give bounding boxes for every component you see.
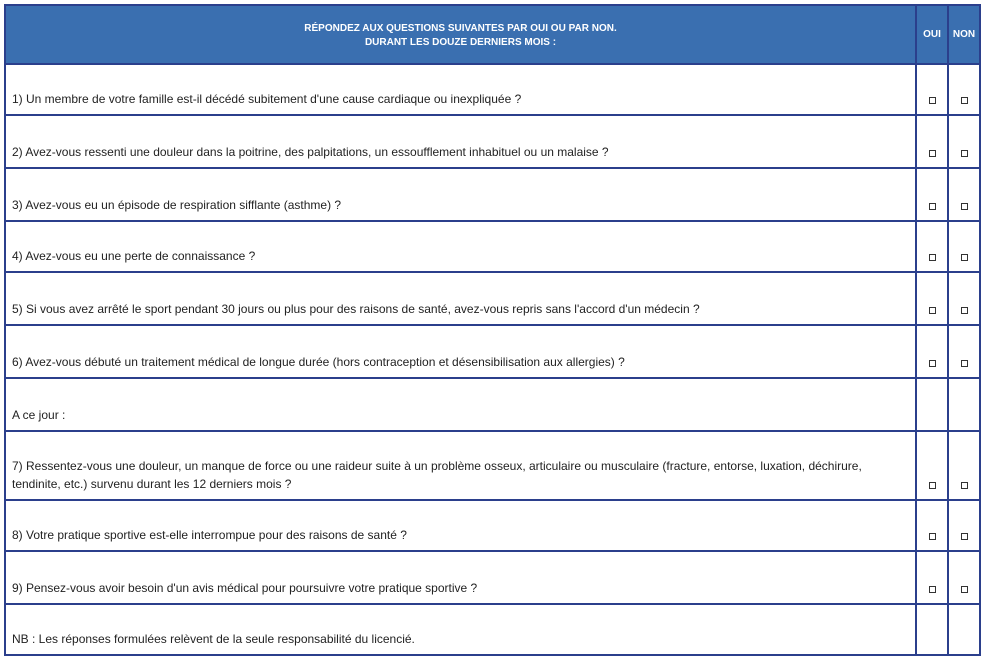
section-empty-oui [916,378,948,431]
section-row [5,378,980,431]
question-text-6: 6) Avez-vous débuté un traitement médical de longue durée (hors contraception et désensibilisation aux allergies) ? [5,325,916,378]
question-text-4: 4) Avez-vous eu une perte de connaissance ? [5,221,916,272]
answer-cell-non-5 [948,272,980,325]
header-title-line-1: RÉPONDEZ AUX QUESTIONS SUIVANTES PAR OUI OU PAR NON. [304,22,617,34]
checkbox-non-7[interactable] [961,482,968,489]
questionnaire [4,4,979,656]
answer-cell-non-2 [948,115,980,168]
question-text-1: 1) Un membre de votre famille est-il décédé subitement d'une cause cardiaque ou inexpliquée ? [5,64,916,115]
checkbox-oui-8[interactable] [929,533,936,540]
checkbox-oui-6[interactable] [929,360,936,367]
checkbox-non-4[interactable] [961,254,968,261]
question-text-5: 5) Si vous avez arrêté le sport pendant 30 jours ou plus pour des raisons de santé, avez-vous repris sans l'accord d'un médecin ? [5,272,916,325]
answer-cell-non-3 [948,168,980,221]
checkbox-non-8[interactable] [961,533,968,540]
section-label: A ce jour : [5,378,916,431]
footer-note: NB : Les réponses formulées relèvent de la seule responsabilité du licencié. [5,604,916,655]
question-row-6 [5,325,980,378]
header-row [5,5,980,64]
checkbox-oui-2[interactable] [929,150,936,157]
header-oui: OUI [916,5,948,64]
checkbox-non-5[interactable] [961,307,968,314]
question-row-1 [5,64,980,115]
checkbox-oui-9[interactable] [929,586,936,593]
answer-cell-non-1 [948,64,980,115]
checkbox-non-1[interactable] [961,97,968,104]
checkbox-non-3[interactable] [961,203,968,210]
answer-cell-oui-8 [916,500,948,551]
question-text-2: 2) Avez-vous ressenti une douleur dans la poitrine, des palpitations, un essoufflement inhabituel ou un malaise ? [5,115,916,168]
checkbox-oui-3[interactable] [929,203,936,210]
question-row-5 [5,272,980,325]
questionnaire-table [4,4,981,656]
checkbox-non-6[interactable] [961,360,968,367]
footer-empty-non [948,604,980,655]
answer-cell-non-4 [948,221,980,272]
question-row-7 [5,431,980,500]
header-title-line-2: DURANT LES DOUZE DERNIERS MOIS : [364,36,557,48]
checkbox-oui-4[interactable] [929,254,936,261]
answer-cell-oui-3 [916,168,948,221]
checkbox-non-9[interactable] [961,586,968,593]
footer-empty-oui [916,604,948,655]
checkbox-non-2[interactable] [961,150,968,157]
section-empty-non [948,378,980,431]
answer-cell-oui-7 [916,431,948,500]
answer-cell-oui-4 [916,221,948,272]
answer-cell-non-9 [948,551,980,604]
answer-cell-non-7 [948,431,980,500]
header-title [5,5,916,64]
question-row-9 [5,551,980,604]
checkbox-oui-1[interactable] [929,97,936,104]
header-non: NON [948,5,980,64]
question-row-8 [5,500,980,551]
checkbox-oui-5[interactable] [929,307,936,314]
answer-cell-oui-2 [916,115,948,168]
answer-cell-oui-1 [916,64,948,115]
footer-row [5,604,980,655]
answer-cell-oui-5 [916,272,948,325]
question-row-3 [5,168,980,221]
answer-cell-oui-6 [916,325,948,378]
answer-cell-non-6 [948,325,980,378]
answer-cell-oui-9 [916,551,948,604]
question-row-4 [5,221,980,272]
question-text-8: 8) Votre pratique sportive est-elle interrompue pour des raisons de santé ? [5,500,916,551]
question-row-2 [5,115,980,168]
question-text-7: 7) Ressentez-vous une douleur, un manque de force ou une raideur suite à un problème osseux, articulaire ou musculaire (fracture, entorse, luxation, déchirure, tendinite, etc.) survenu durant les 12 derniers mois ? [5,431,916,500]
question-text-3: 3) Avez-vous eu un épisode de respiration sifflante (asthme) ? [5,168,916,221]
answer-cell-non-8 [948,500,980,551]
question-text-9: 9) Pensez-vous avoir besoin d'un avis médical pour poursuivre votre pratique sportive ? [5,551,916,604]
checkbox-oui-7[interactable] [929,482,936,489]
